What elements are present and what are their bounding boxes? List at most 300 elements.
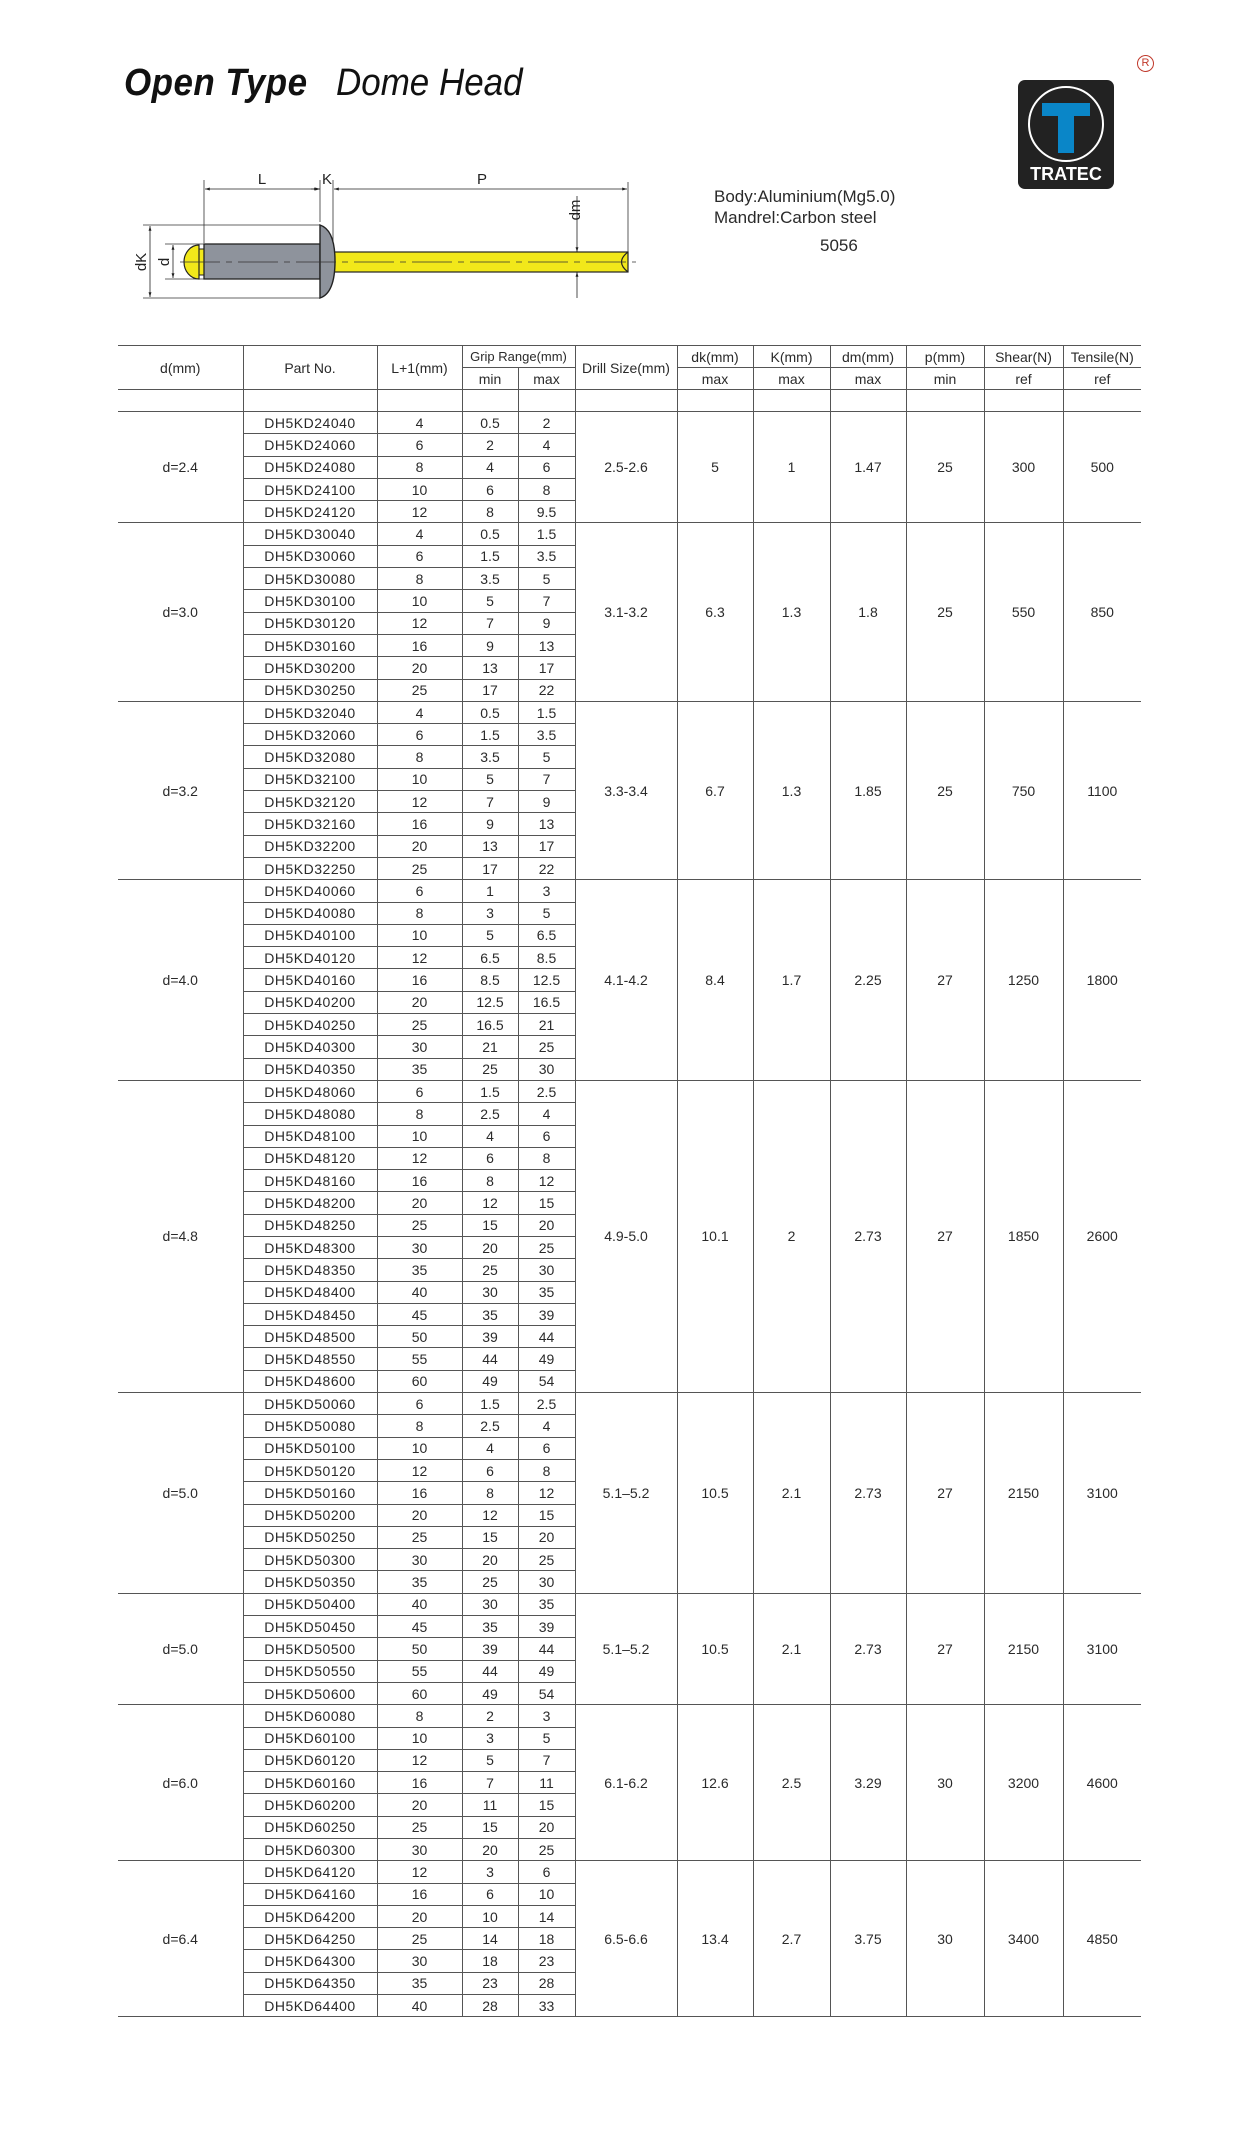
cell-length: 45 xyxy=(377,1616,462,1638)
cell-grip-min: 25 xyxy=(462,1058,518,1080)
col-subheader-k: max xyxy=(753,368,830,390)
cell-grip-min: 2.5 xyxy=(462,1103,518,1125)
cell-k: 2 xyxy=(753,1080,830,1392)
cell-grip-max: 4 xyxy=(518,1103,575,1125)
cell-diameter: d=4.0 xyxy=(118,880,243,1081)
cell-part-no: DH5KD32200 xyxy=(243,835,377,857)
cell-length: 40 xyxy=(377,1593,462,1615)
cell-grip-max: 17 xyxy=(518,835,575,857)
spec-table-body xyxy=(118,412,1141,2017)
cell-part-no: DH5KD24080 xyxy=(243,456,377,478)
cell-grip-max: 44 xyxy=(518,1638,575,1660)
cell-grip-max: 3 xyxy=(518,880,575,902)
cell-grip-min: 20 xyxy=(462,1549,518,1571)
material-body: Body:Aluminium(Mg5.0) xyxy=(714,187,896,206)
cell-length: 6 xyxy=(377,880,462,902)
cell-part-no: DH5KD50500 xyxy=(243,1638,377,1660)
tratec-logo xyxy=(1018,80,1114,189)
cell-grip-min: 9 xyxy=(462,634,518,656)
cell-p: 27 xyxy=(906,1393,984,1594)
cell-grip-min: 21 xyxy=(462,1036,518,1058)
cell-grip-min: 1.5 xyxy=(462,1080,518,1102)
cell-part-no: DH5KD64200 xyxy=(243,1905,377,1927)
cell-length: 50 xyxy=(377,1326,462,1348)
cell-part-no: DH5KD48200 xyxy=(243,1192,377,1214)
cell-grip-min: 17 xyxy=(462,857,518,879)
cell-grip-min: 3.5 xyxy=(462,568,518,590)
cell-part-no: DH5KD50350 xyxy=(243,1571,377,1593)
cell-length: 35 xyxy=(377,1972,462,1994)
cell-length: 25 xyxy=(377,1526,462,1548)
cell-drill-size: 2.5-2.6 xyxy=(575,412,677,523)
table-row xyxy=(118,1593,1141,1615)
cell-part-no: DH5KD30060 xyxy=(243,545,377,567)
cell-grip-max: 20 xyxy=(518,1214,575,1236)
cell-part-no: DH5KD60160 xyxy=(243,1772,377,1794)
cell-part-no: DH5KD64350 xyxy=(243,1972,377,1994)
cell-grip-min: 30 xyxy=(462,1281,518,1303)
cell-drill-size: 6.1-6.2 xyxy=(575,1705,677,1861)
cell-grip-min: 30 xyxy=(462,1593,518,1615)
cell-length: 8 xyxy=(377,1705,462,1727)
cell-length: 12 xyxy=(377,501,462,523)
cell-grip-max: 8.5 xyxy=(518,947,575,969)
table-row xyxy=(118,701,1141,723)
cell-grip-min: 49 xyxy=(462,1370,518,1392)
cell-part-no: DH5KD50060 xyxy=(243,1393,377,1415)
cell-length: 8 xyxy=(377,1415,462,1437)
cell-grip-max: 13 xyxy=(518,634,575,656)
cell-grip-min: 2.5 xyxy=(462,1415,518,1437)
cell-dk: 10.5 xyxy=(677,1593,753,1704)
cell-dm: 1.47 xyxy=(830,412,906,523)
cell-grip-max: 3 xyxy=(518,1705,575,1727)
cell-grip-max: 30 xyxy=(518,1571,575,1593)
table-row xyxy=(118,1705,1141,1727)
cell-grip-min: 12 xyxy=(462,1504,518,1526)
cell-length: 10 xyxy=(377,1727,462,1749)
cell-diameter: d=5.0 xyxy=(118,1393,243,1594)
cell-length: 4 xyxy=(377,412,462,434)
cell-grip-max: 2 xyxy=(518,412,575,434)
cell-grip-min: 10 xyxy=(462,1905,518,1927)
cell-part-no: DH5KD64160 xyxy=(243,1883,377,1905)
material-mandrel: Mandrel:Carbon steel xyxy=(714,208,877,227)
col-subheader-dk: max xyxy=(677,368,753,390)
cell-grip-max: 39 xyxy=(518,1303,575,1325)
cell-part-no: DH5KD50080 xyxy=(243,1415,377,1437)
cell-part-no: DH5KD30160 xyxy=(243,634,377,656)
cell-length: 30 xyxy=(377,1549,462,1571)
table-row xyxy=(118,1861,1141,1883)
cell-grip-max: 14 xyxy=(518,1905,575,1927)
cell-length: 20 xyxy=(377,1192,462,1214)
cell-grip-max: 8 xyxy=(518,1459,575,1481)
cell-tensile: 4850 xyxy=(1063,1861,1141,2017)
cell-tensile: 500 xyxy=(1063,412,1141,523)
cell-length: 35 xyxy=(377,1571,462,1593)
cell-grip-min: 11 xyxy=(462,1794,518,1816)
cell-grip-min: 6.5 xyxy=(462,947,518,969)
rivet-diagram xyxy=(0,0,700,320)
cell-grip-max: 6.5 xyxy=(518,924,575,946)
cell-grip-min: 6 xyxy=(462,1147,518,1169)
cell-length: 25 xyxy=(377,1014,462,1036)
cell-grip-max: 12 xyxy=(518,1482,575,1504)
cell-grip-max: 10 xyxy=(518,1883,575,1905)
cell-shear: 550 xyxy=(984,523,1063,701)
cell-part-no: DH5KD48060 xyxy=(243,1080,377,1102)
cell-p: 30 xyxy=(906,1861,984,2017)
cell-grip-max: 15 xyxy=(518,1504,575,1526)
cell-grip-max: 2.5 xyxy=(518,1080,575,1102)
table-row xyxy=(118,523,1141,545)
cell-k: 2.1 xyxy=(753,1593,830,1704)
cell-length: 16 xyxy=(377,1883,462,1905)
cell-length: 30 xyxy=(377,1236,462,1258)
cell-drill-size: 4.9-5.0 xyxy=(575,1080,677,1392)
material-spec xyxy=(714,186,895,228)
cell-dm: 2.25 xyxy=(830,880,906,1081)
cell-grip-min: 7 xyxy=(462,791,518,813)
cell-length: 6 xyxy=(377,724,462,746)
cell-length: 10 xyxy=(377,924,462,946)
cell-length: 12 xyxy=(377,612,462,634)
cell-grip-max: 9.5 xyxy=(518,501,575,523)
cell-part-no: DH5KD30120 xyxy=(243,612,377,634)
cell-length: 30 xyxy=(377,1950,462,1972)
cell-part-no: DH5KD48350 xyxy=(243,1259,377,1281)
col-subheader-shear: ref xyxy=(984,368,1063,390)
col-subheader-tensile: ref xyxy=(1063,368,1141,390)
col-subheader-grip-min: min xyxy=(462,368,518,390)
cell-grip-max: 6 xyxy=(518,1125,575,1147)
cell-length: 12 xyxy=(377,1459,462,1481)
cell-length: 40 xyxy=(377,1995,462,2017)
cell-dm: 1.85 xyxy=(830,701,906,879)
col-header-shear: Shear(N) xyxy=(984,346,1063,368)
cell-length: 16 xyxy=(377,634,462,656)
cell-length: 20 xyxy=(377,657,462,679)
cell-grip-max: 16.5 xyxy=(518,991,575,1013)
cell-length: 8 xyxy=(377,1103,462,1125)
cell-length: 16 xyxy=(377,1772,462,1794)
cell-grip-max: 44 xyxy=(518,1326,575,1348)
cell-drill-size: 3.3-3.4 xyxy=(575,701,677,879)
cell-shear: 1850 xyxy=(984,1080,1063,1392)
col-header-d: d(mm) xyxy=(118,346,243,390)
cell-grip-max: 21 xyxy=(518,1014,575,1036)
cell-grip-max: 33 xyxy=(518,1995,575,2017)
cell-grip-max: 25 xyxy=(518,1036,575,1058)
col-header-p: p(mm) xyxy=(906,346,984,368)
cell-length: 16 xyxy=(377,813,462,835)
label-dk: dK xyxy=(133,252,150,272)
cell-grip-max: 2.5 xyxy=(518,1393,575,1415)
cell-p: 25 xyxy=(906,701,984,879)
cell-length: 10 xyxy=(377,1125,462,1147)
spec-table xyxy=(118,345,1141,2017)
cell-dm: 1.8 xyxy=(830,523,906,701)
cell-grip-max: 28 xyxy=(518,1972,575,1994)
cell-part-no: DH5KD48600 xyxy=(243,1370,377,1392)
cell-length: 8 xyxy=(377,746,462,768)
col-header-dk: dk(mm) xyxy=(677,346,753,368)
cell-grip-max: 15 xyxy=(518,1192,575,1214)
cell-grip-max: 13 xyxy=(518,813,575,835)
registered-trademark-icon: R xyxy=(1137,55,1154,72)
cell-dm: 2.73 xyxy=(830,1080,906,1392)
cell-k: 1 xyxy=(753,412,830,523)
cell-part-no: DH5KD50300 xyxy=(243,1549,377,1571)
cell-grip-max: 30 xyxy=(518,1259,575,1281)
cell-length: 10 xyxy=(377,768,462,790)
cell-part-no: DH5KD30250 xyxy=(243,679,377,701)
cell-grip-max: 15 xyxy=(518,1794,575,1816)
cell-grip-max: 5 xyxy=(518,568,575,590)
cell-length: 45 xyxy=(377,1303,462,1325)
cell-part-no: DH5KD32120 xyxy=(243,791,377,813)
cell-k: 1.3 xyxy=(753,523,830,701)
cell-part-no: DH5KD32080 xyxy=(243,746,377,768)
cell-grip-min: 0.5 xyxy=(462,412,518,434)
cell-part-no: DH5KD50120 xyxy=(243,1459,377,1481)
table-row xyxy=(118,412,1141,434)
cell-length: 16 xyxy=(377,1482,462,1504)
cell-diameter: d=6.4 xyxy=(118,1861,243,2017)
cell-grip-min: 14 xyxy=(462,1928,518,1950)
cell-length: 10 xyxy=(377,590,462,612)
cell-grip-max: 3.5 xyxy=(518,724,575,746)
cell-grip-min: 12 xyxy=(462,1192,518,1214)
cell-tensile: 850 xyxy=(1063,523,1141,701)
cell-grip-min: 44 xyxy=(462,1348,518,1370)
cell-length: 35 xyxy=(377,1259,462,1281)
cell-p: 27 xyxy=(906,880,984,1081)
cell-grip-max: 30 xyxy=(518,1058,575,1080)
col-header-drill-size: Drill Size(mm) xyxy=(575,346,677,390)
cell-grip-min: 8.5 xyxy=(462,969,518,991)
cell-part-no: DH5KD64120 xyxy=(243,1861,377,1883)
cell-grip-max: 5 xyxy=(518,1727,575,1749)
cell-grip-min: 6 xyxy=(462,478,518,500)
cell-grip-max: 6 xyxy=(518,456,575,478)
cell-grip-min: 39 xyxy=(462,1638,518,1660)
cell-grip-min: 15 xyxy=(462,1816,518,1838)
cell-grip-max: 54 xyxy=(518,1370,575,1392)
cell-length: 20 xyxy=(377,1794,462,1816)
cell-part-no: DH5KD50550 xyxy=(243,1660,377,1682)
cell-length: 4 xyxy=(377,701,462,723)
cell-length: 6 xyxy=(377,434,462,456)
col-subheader-dm: max xyxy=(830,368,906,390)
cell-part-no: DH5KD40350 xyxy=(243,1058,377,1080)
cell-grip-max: 35 xyxy=(518,1281,575,1303)
cell-part-no: DH5KD60080 xyxy=(243,1705,377,1727)
cell-grip-min: 4 xyxy=(462,1437,518,1459)
cell-part-no: DH5KD30040 xyxy=(243,523,377,545)
cell-diameter: d=2.4 xyxy=(118,412,243,523)
cell-grip-max: 4 xyxy=(518,434,575,456)
cell-grip-max: 12 xyxy=(518,1170,575,1192)
label-dm: dm xyxy=(567,199,584,221)
logo-text: TRATEC xyxy=(1030,164,1102,184)
cell-k: 1.7 xyxy=(753,880,830,1081)
cell-drill-size: 5.1–5.2 xyxy=(575,1393,677,1594)
cell-part-no: DH5KD32040 xyxy=(243,701,377,723)
col-header-k: K(mm) xyxy=(753,346,830,368)
cell-shear: 3400 xyxy=(984,1861,1063,2017)
cell-grip-min: 3 xyxy=(462,1861,518,1883)
cell-dk: 10.1 xyxy=(677,1080,753,1392)
cell-grip-min: 1 xyxy=(462,880,518,902)
cell-part-no: DH5KD60300 xyxy=(243,1839,377,1861)
cell-length: 30 xyxy=(377,1839,462,1861)
cell-grip-max: 4 xyxy=(518,1415,575,1437)
cell-drill-size: 5.1–5.2 xyxy=(575,1593,677,1704)
cell-dm: 3.75 xyxy=(830,1861,906,2017)
cell-grip-min: 6 xyxy=(462,1459,518,1481)
cell-grip-max: 1.5 xyxy=(518,523,575,545)
cell-length: 10 xyxy=(377,478,462,500)
cell-grip-min: 2 xyxy=(462,434,518,456)
cell-grip-max: 23 xyxy=(518,1950,575,1972)
table-row xyxy=(118,880,1141,902)
cell-part-no: DH5KD32250 xyxy=(243,857,377,879)
cell-shear: 2150 xyxy=(984,1593,1063,1704)
cell-grip-max: 7 xyxy=(518,768,575,790)
cell-grip-max: 35 xyxy=(518,1593,575,1615)
cell-length: 8 xyxy=(377,568,462,590)
title-open-type: Open Type xyxy=(124,62,308,104)
cell-part-no: DH5KD40200 xyxy=(243,991,377,1013)
cell-grip-min: 3 xyxy=(462,1727,518,1749)
cell-length: 20 xyxy=(377,1905,462,1927)
cell-part-no: DH5KD48550 xyxy=(243,1348,377,1370)
cell-shear: 2150 xyxy=(984,1393,1063,1594)
material-grade: 5056 xyxy=(820,236,858,255)
col-subheader-p: min xyxy=(906,368,984,390)
cell-length: 12 xyxy=(377,1861,462,1883)
col-header-dm: dm(mm) xyxy=(830,346,906,368)
cell-grip-min: 3 xyxy=(462,902,518,924)
cell-part-no: DH5KD30080 xyxy=(243,568,377,590)
cell-k: 1.3 xyxy=(753,701,830,879)
cell-dk: 12.6 xyxy=(677,1705,753,1861)
label-p: P xyxy=(476,171,488,188)
cell-part-no: DH5KD48160 xyxy=(243,1170,377,1192)
cell-length: 55 xyxy=(377,1660,462,1682)
cell-dk: 13.4 xyxy=(677,1861,753,2017)
cell-grip-min: 15 xyxy=(462,1214,518,1236)
cell-grip-min: 44 xyxy=(462,1660,518,1682)
cell-grip-max: 8 xyxy=(518,1147,575,1169)
cell-grip-min: 35 xyxy=(462,1303,518,1325)
cell-part-no: DH5KD60100 xyxy=(243,1727,377,1749)
cell-dk: 10.5 xyxy=(677,1393,753,1594)
cell-dk: 5 xyxy=(677,412,753,523)
cell-part-no: DH5KD30200 xyxy=(243,657,377,679)
cell-grip-min: 4 xyxy=(462,456,518,478)
cell-grip-max: 12.5 xyxy=(518,969,575,991)
cell-grip-min: 2 xyxy=(462,1705,518,1727)
cell-length: 12 xyxy=(377,791,462,813)
cell-diameter: d=4.8 xyxy=(118,1080,243,1392)
cell-grip-max: 9 xyxy=(518,612,575,634)
cell-length: 4 xyxy=(377,523,462,545)
cell-tensile: 1100 xyxy=(1063,701,1141,879)
cell-dk: 6.7 xyxy=(677,701,753,879)
table-row xyxy=(118,1080,1141,1102)
cell-p: 25 xyxy=(906,523,984,701)
cell-diameter: d=5.0 xyxy=(118,1593,243,1704)
cell-dm: 2.73 xyxy=(830,1393,906,1594)
cell-dm: 3.29 xyxy=(830,1705,906,1861)
cell-grip-max: 54 xyxy=(518,1682,575,1704)
cell-diameter: d=6.0 xyxy=(118,1705,243,1861)
cell-dm: 2.73 xyxy=(830,1593,906,1704)
cell-tensile: 1800 xyxy=(1063,880,1141,1081)
cell-grip-min: 1.5 xyxy=(462,724,518,746)
cell-part-no: DH5KD32060 xyxy=(243,724,377,746)
cell-grip-max: 6 xyxy=(518,1861,575,1883)
cell-part-no: DH5KD24060 xyxy=(243,434,377,456)
cell-part-no: DH5KD50450 xyxy=(243,1616,377,1638)
cell-grip-min: 0.5 xyxy=(462,523,518,545)
col-subheader-grip-max: max xyxy=(518,368,575,390)
col-header-length: L+1(mm) xyxy=(377,346,462,390)
label-k: K xyxy=(321,171,333,188)
cell-part-no: DH5KD64250 xyxy=(243,1928,377,1950)
blank-row xyxy=(118,390,1141,412)
col-header-part-no: Part No. xyxy=(243,346,377,390)
cell-diameter: d=3.2 xyxy=(118,701,243,879)
cell-grip-max: 17 xyxy=(518,657,575,679)
cell-length: 35 xyxy=(377,1058,462,1080)
cell-part-no: DH5KD30100 xyxy=(243,590,377,612)
cell-part-no: DH5KD40100 xyxy=(243,924,377,946)
cell-grip-min: 7 xyxy=(462,1772,518,1794)
cell-grip-max: 20 xyxy=(518,1816,575,1838)
cell-grip-max: 25 xyxy=(518,1236,575,1258)
cell-diameter: d=3.0 xyxy=(118,523,243,701)
cell-length: 25 xyxy=(377,1214,462,1236)
cell-part-no: DH5KD40300 xyxy=(243,1036,377,1058)
cell-part-no: DH5KD50400 xyxy=(243,1593,377,1615)
cell-part-no: DH5KD48100 xyxy=(243,1125,377,1147)
cell-grip-min: 5 xyxy=(462,1749,518,1771)
cell-grip-max: 11 xyxy=(518,1772,575,1794)
cell-part-no: DH5KD48080 xyxy=(243,1103,377,1125)
cell-k: 2.7 xyxy=(753,1861,830,2017)
cell-length: 25 xyxy=(377,1816,462,1838)
cell-part-no: DH5KD40160 xyxy=(243,969,377,991)
cell-grip-min: 6 xyxy=(462,1883,518,1905)
cell-grip-min: 0.5 xyxy=(462,701,518,723)
cell-grip-min: 5 xyxy=(462,768,518,790)
cell-shear: 3200 xyxy=(984,1705,1063,1861)
cell-grip-max: 39 xyxy=(518,1616,575,1638)
cell-grip-max: 1.5 xyxy=(518,701,575,723)
cell-part-no: DH5KD32100 xyxy=(243,768,377,790)
cell-length: 12 xyxy=(377,1749,462,1771)
cell-grip-min: 1.5 xyxy=(462,545,518,567)
cell-part-no: DH5KD40120 xyxy=(243,947,377,969)
cell-length: 60 xyxy=(377,1370,462,1392)
cell-grip-min: 5 xyxy=(462,590,518,612)
cell-part-no: DH5KD60120 xyxy=(243,1749,377,1771)
cell-grip-min: 8 xyxy=(462,1482,518,1504)
